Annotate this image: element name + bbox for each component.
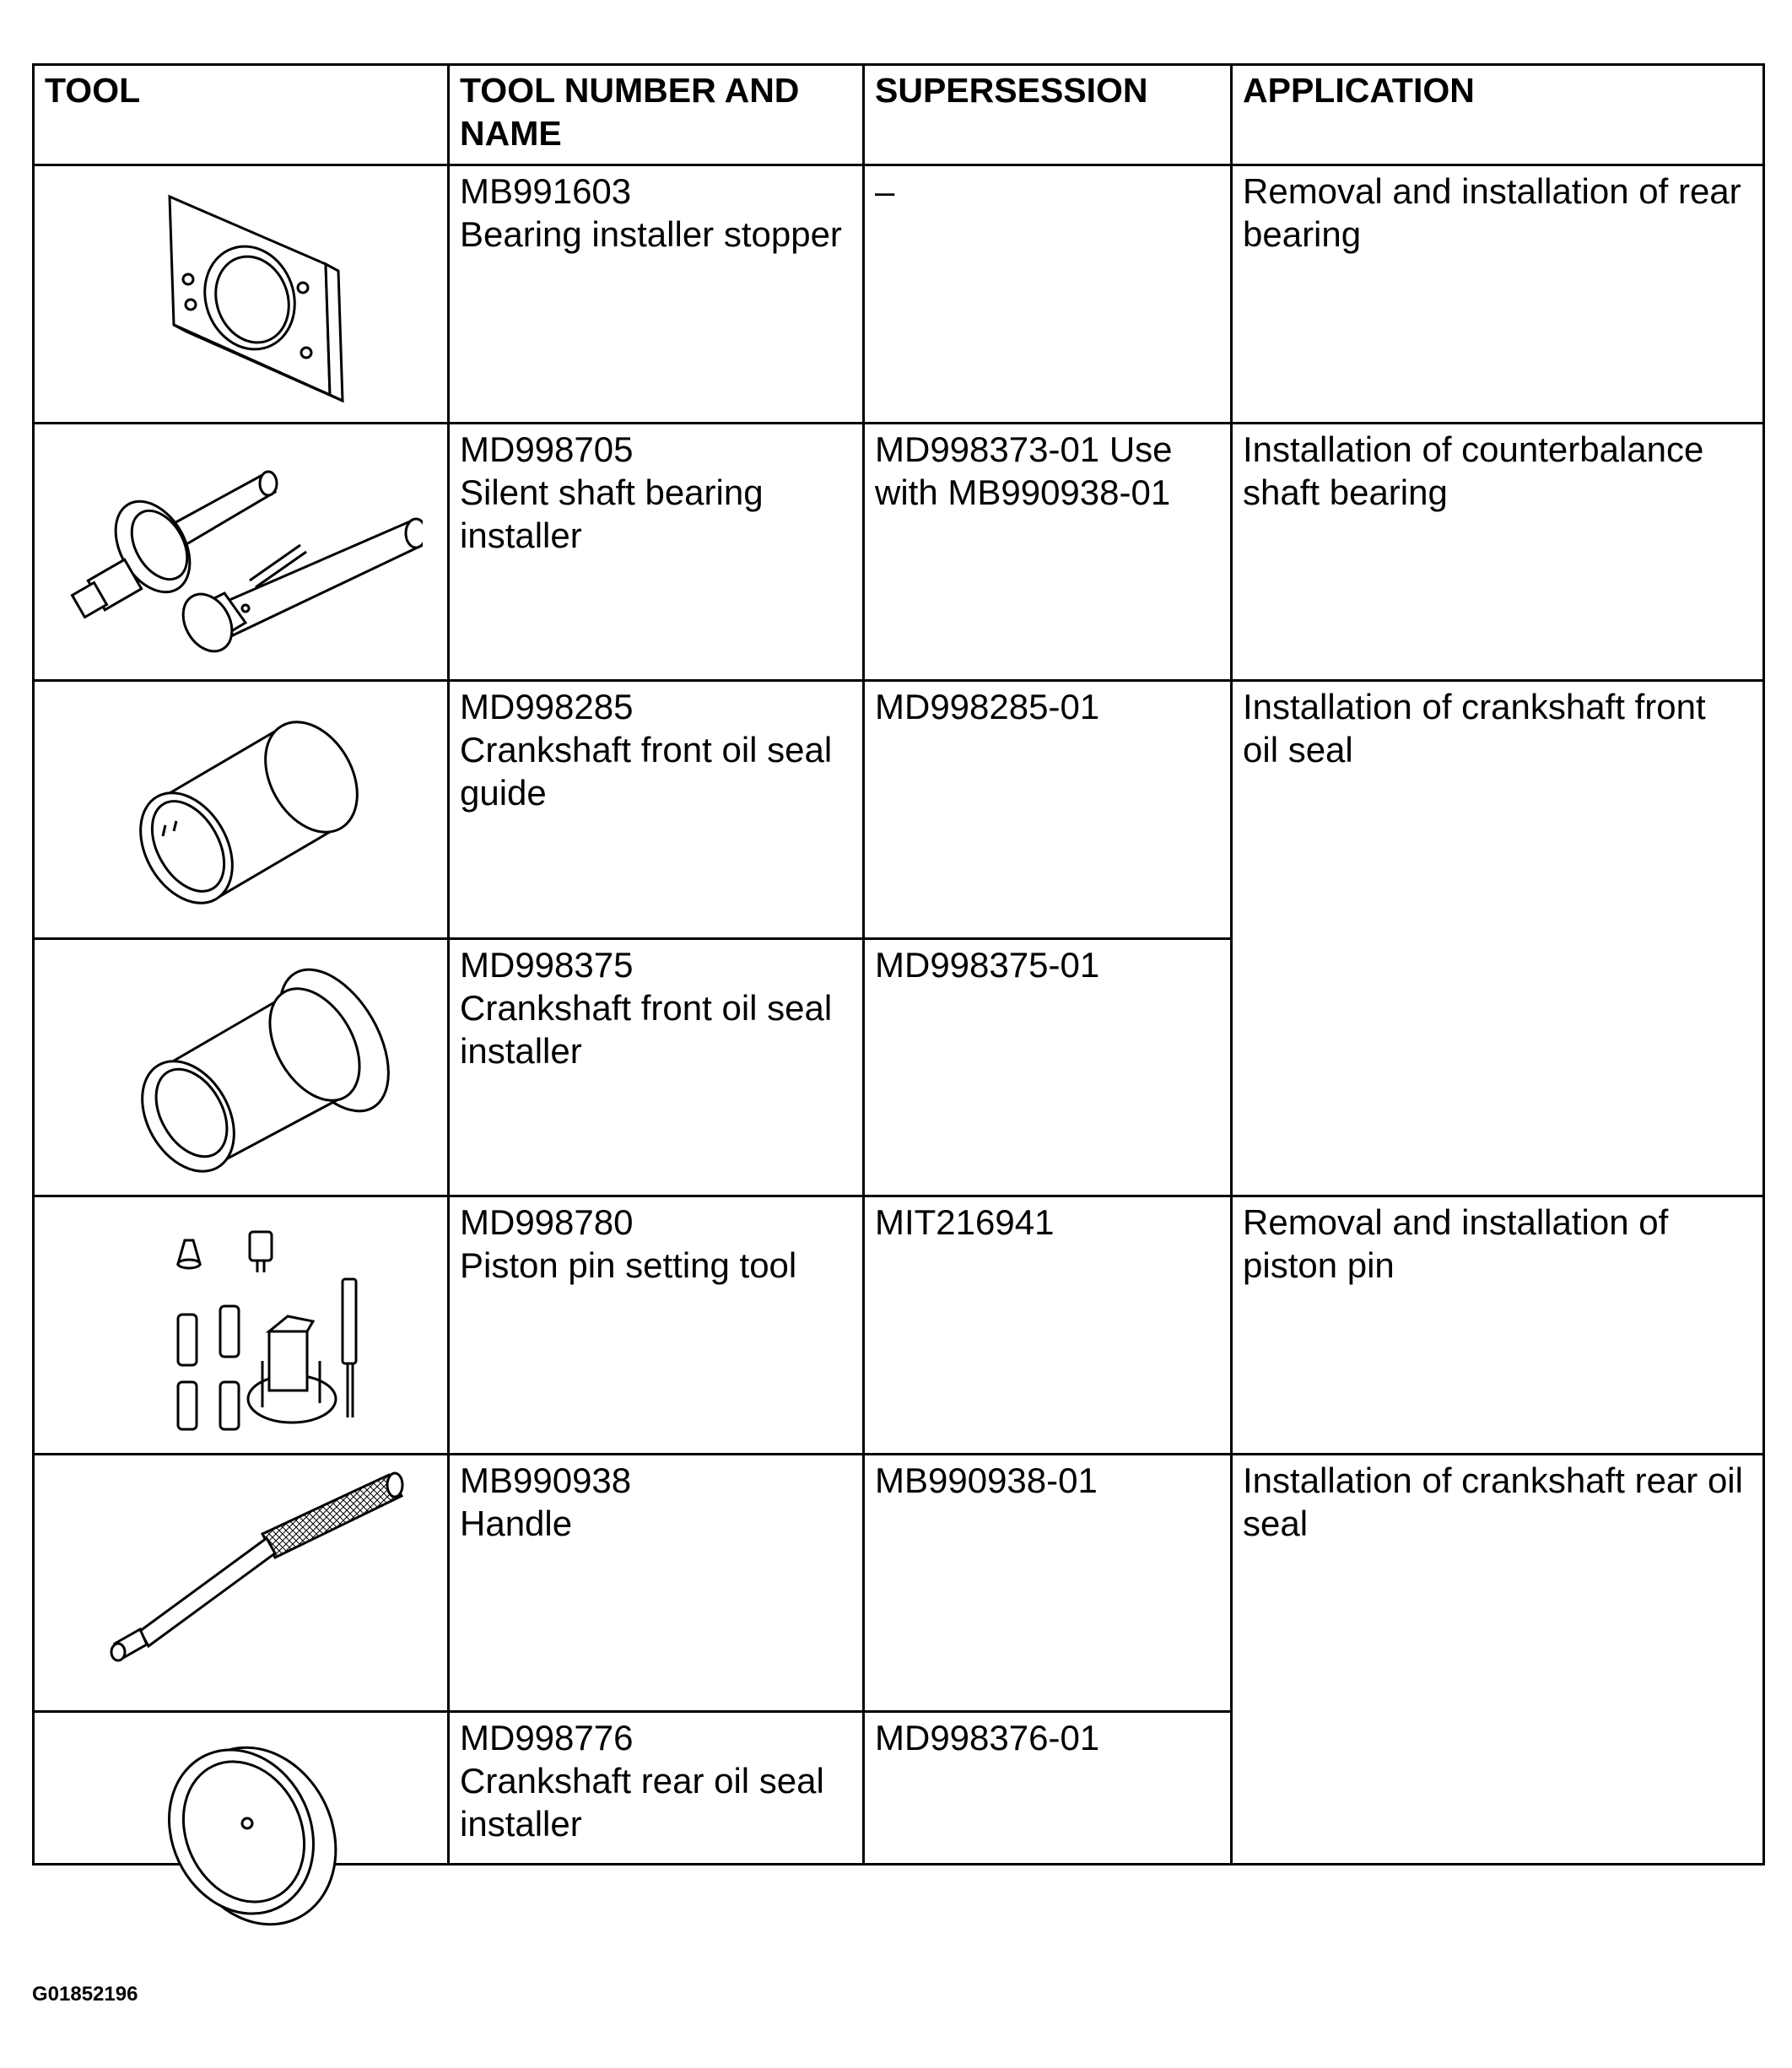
handle-illustration: [94, 1466, 414, 1686]
tool-number-cell: MD998375 Crankshaft front oil seal installer: [460, 945, 833, 1071]
tool-number-cell: MD998776 Crankshaft rear oil seal installer: [460, 1718, 824, 1844]
application-cell: Removal and installation of piston pin: [1243, 1202, 1669, 1285]
application-cell: Installation of crankshaft front oil seal: [1243, 687, 1706, 769]
rear-oil-seal-installer-illustration: [136, 1724, 364, 1943]
header-tool: TOOL: [45, 71, 141, 110]
tool-number-cell: MB990938 Handle: [460, 1461, 632, 1543]
piston-pin-setting-tool-illustration: [136, 1222, 389, 1441]
supersession-cell: MD998375-01: [875, 945, 1100, 985]
supersession-cell: MD998376-01: [875, 1718, 1100, 1758]
front-oil-seal-installer-illustration: [119, 956, 397, 1184]
tool-number-cell: MD998780 Piston pin setting tool: [460, 1202, 797, 1285]
supersession-cell: MD998373-01 Use with MB990938-01: [875, 429, 1173, 512]
supersession-cell: –: [875, 171, 895, 211]
supersession-cell: MD998285-01: [875, 687, 1100, 726]
silent-shaft-bearing-installer-illustration: [68, 445, 423, 665]
supersession-cell: MB990938-01: [875, 1461, 1098, 1500]
oil-seal-guide-illustration: [119, 703, 381, 914]
application-cell: Removal and installation of rear bearing: [1243, 171, 1741, 254]
tool-number-cell: MD998285 Crankshaft front oil seal guide: [460, 687, 833, 813]
header-tool-number: TOOL NUMBER AND NAME: [460, 71, 800, 153]
supersession-cell: MIT216941: [875, 1202, 1055, 1242]
tool-number-cell: MD998705 Silent shaft bearing installer: [460, 429, 764, 555]
header-supersession: SUPERSESSION: [875, 71, 1148, 110]
application-cell: Installation of crankshaft rear oil seal: [1243, 1461, 1743, 1543]
special-tools-table: [32, 63, 1765, 1866]
header-application: APPLICATION: [1243, 71, 1475, 110]
figure-id: G01852196: [32, 1983, 138, 2006]
tool-number-cell: MB991603 Bearing installer stopper: [460, 171, 842, 254]
bearing-installer-stopper-illustration: [153, 180, 355, 416]
application-cell: Installation of counterbalance shaft bearing: [1243, 429, 1704, 512]
column-divider: [1230, 66, 1233, 1863]
